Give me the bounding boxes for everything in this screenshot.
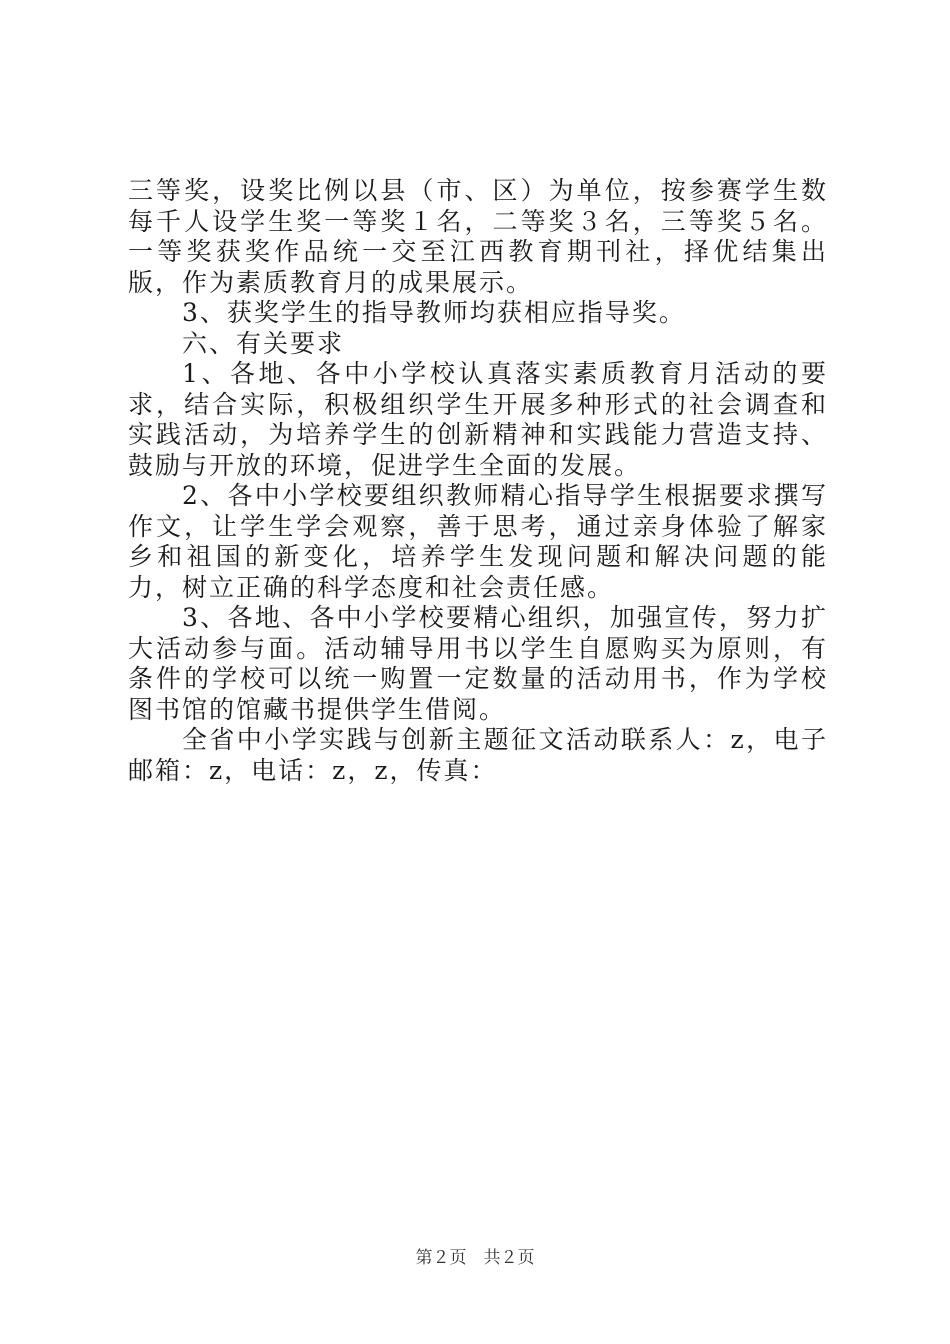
document-body xyxy=(128,176,828,786)
contact-paragraph: 全省中小学实践与创新主题征文活动联系人：z，电子邮箱：z，电话：z，z，传真： xyxy=(128,725,828,785)
paragraph: 1、各地、各中小学校认真落实素质教育月活动的要求，结合实际，积极组织学生开展多种形式的社会调查和实践活动，为培养学生的创新精神和实践能力营造支持、鼓励与开放的环境，促进学生全面的发展。 xyxy=(128,359,828,480)
paragraph: 2、各中小学校要组织教师精心指导学生根据要求撰写作文，让学生学会观察，善于思考，通过亲身体验了解家乡和祖国的新变化，培养学生发现问题和解决问题的能力，树立正确的科学态度和社会责任感。 xyxy=(128,481,828,602)
paragraph: 3、获奖学生的指导教师均获相应指导奖。 xyxy=(182,298,686,327)
section-heading: 六、有关要求 xyxy=(182,328,345,358)
page-number-footer: 第２页 共２页 xyxy=(415,1248,535,1268)
paragraph: 三等奖，设奖比例以县（市、区）为单位，按参赛学生数每千人设学生奖一等奖１名，二等奖３名，三等奖５名。一等奖获奖作品统一交至江西教育期刊社，择优结集出版，作为素质教育月的成果展示。 xyxy=(128,176,828,297)
paragraph: 3、各地、各中小学校要精心组织，加强宣传，努力扩大活动参与面。活动辅导用书以学生自愿购买为原则，有条件的学校可以统一购置一定数量的活动用书，作为学校图书馆的馆藏书提供学生借阅。 xyxy=(128,603,828,724)
